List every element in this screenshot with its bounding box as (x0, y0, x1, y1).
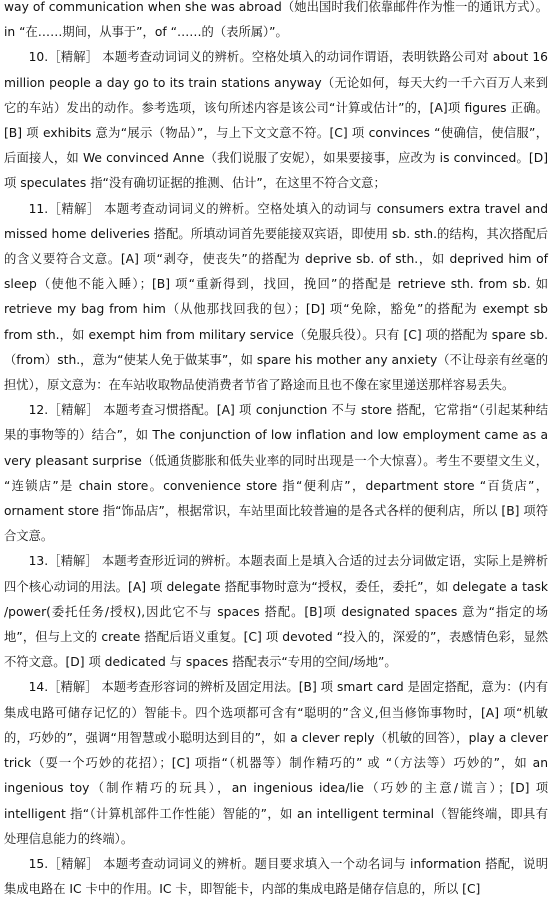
paragraph-answer-10: 10.［精解］ 本题考查动词词义的辨析。空格处填入的动词作谓语，表明铁路公司对 about 16 million people a day go to its train stations anyway（无论如何，每天大约一千六百万人来到它的车站）发出的动作。参考选项，该句所述内容是该公司“计算或估计”的，[A]项 figures 正确。[B] 项 exhibits 意为“展示（物品）”，与上下文文意不符。[C] 项 convinces “使确信，使信服”，后面接人，如 We convinced Anne（我们说服了安妮），如果要接事，应改为 is convinced。[D] 项 speculates 指“没有确切证据的推测、估计”，在这里不符合文意； (4, 50, 548, 191)
paragraph-answer-13: 13.［精解］ 本题考查形近词的辨析。本题表面上是填入合适的过去分词做定语，实际上是辨析四个核心动词的用法。[A] 项 delegate 搭配事物时意为“授权，委任，委托”，如 delegate a task /power(委托任务/授权),因此它不与 spaces 搭配。[B]项 designated spaces 意为“指定的场地”，但与上文的 create 搭配后语义重复。[C] 项 devoted “投入的，深爱的”，表感情色彩，显然不符文意。[D] 项 dedicated 与 spaces 搭配表示“专用的空间/场地”。 (4, 554, 548, 670)
paragraph-answer-12: 12.［精解］ 本题考查习惯搭配。[A] 项 conjunction 不与 store 搭配，它常指“（引起某种结果的事物等的）结合”，如 The conjunction of low inflation and low employment came as a very pleasant surprise（低通货膨胀和低失业率的同时出现是一个大惊喜）。考生不要望文生义， “连锁店”是 chain store。convenience store 指“便利店”，department store “百货店”，ornament store 指“饰品店”，根据常识，车站里面比较普遍的是各式各样的便利店，所以 [B] 项符合文意。 (4, 403, 548, 544)
paragraph-answer-11: 11.［精解］ 本题考查动词词义的辨析。空格处填入的动词与 consumers extra travel and missed home deliveries 搭配。所填动词首先要能接双宾语，即使用 sb. sth.的结构，其次搭配后的含义要符合文意。[A] 项“剥夺，使丧失”的搭配为 deprive sb. of sth.，如 deprived him of sleep（使他不能入睡）；[B] 项“重新得到，找回，挽回”的搭配是 retrieve sth. from sb. 如 retrieve my bag from him（从他那找回我的包）；[D] 项“免除，豁免”的搭配为 exempt sb from sth.，如 exempt him from military service（免服兵役）。只有 [C] 项的搭配为 spare sb.（from）sth.，意为“使某人免于做某事”，如 spare his mother any anxiety（不让母亲有丝毫的担忧），原文意为：在车站收取物品使消费者节省了路途而且也不像在家里递送那样容易丢失。 (4, 201, 548, 393)
paragraph-9-continuation: way of communication when she was abroad（她出国时我们依靠邮件作为惟一的通讯方式）。in “在……期间，从事于”，of “……的（表所属）”。 (4, 0, 548, 40)
paragraph-answer-15: 15.［精解］ 本题考查动词词义的辨析。题目要求填入一个动名词与 information 搭配，说明集成电路在 IC 卡中的作用。IC 卡，即智能卡，内部的集成电路是储存信息的，所以 [C] (4, 856, 548, 897)
paragraph-answer-14: 14.［精解］ 本题考查形容词的辨析及固定用法。[B] 项 smart card 是固定搭配，意为：(内有集成电路可储存记忆的）智能卡。四个选项都可含有“聪明的”含义,但当修饰事物时，[A] 项“机敏的，巧妙的”，强调“用智慧或小聪明达到目的”，如 a clever reply（机敏的回答），play a clever trick（耍一个巧妙的花招）；[C] 项指“（机器等）制作精巧的” 或 “（方法等）巧妙的”，如 an ingenious toy（制作精巧的玩具），an ingenious idea/lie（巧妙的主意/谎言）；[D] 项 intelligent 指“（计算机部件工作性能）智能的”，如 an intelligent terminal（智能终端，即具有处理信息能力的终端）。 (4, 680, 548, 846)
